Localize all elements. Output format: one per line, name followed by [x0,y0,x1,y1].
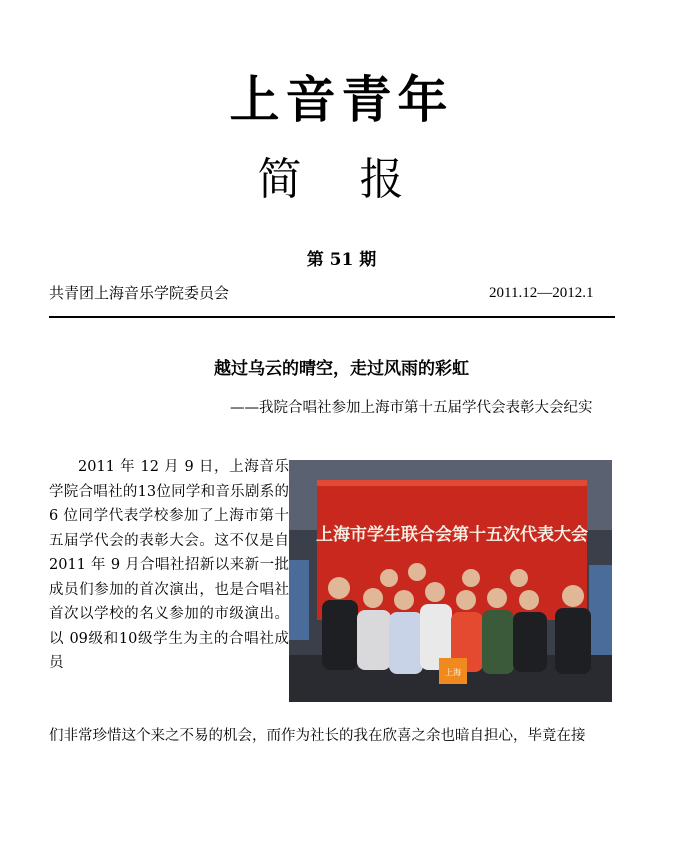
masthead-subtitle: 简 报 [257,154,426,205]
article-subhead: ——我院合唱社参加上海市第十五届学代会表彰大会纪实 [230,400,593,416]
photo-banner-text: 上海市学生联合会第十五次代表大会 [316,525,588,544]
article-body-continued: 们非常珍惜这个来之不易的机会，而作为社长的我在欣喜之余也暗自担心，毕竟在接 [49,728,586,744]
article-body: 2011 年 12 月 9 日，上海音乐学院合唱社的13位同学和音乐剧系的 6 位同学代表学校参加了上海市第十五届学代会的表彰大会。这不仅是自 2011 年 9 月合唱社招新以来新一批成员们参加的首次演出，也是合唱社首次以学校的名义参加的市级演出。以 09级和10级学生为主的合唱社成员 [49,459,289,671]
photo-bag-text: 上海 [445,668,461,677]
header-divider [49,316,615,318]
photo-banner-backdrop [317,480,587,620]
masthead-title: 上音青年 [229,70,454,129]
publisher-org: 共青团上海音乐学院委员会 [49,284,230,302]
issue-dates: 2011.12—2012.1 [489,285,594,301]
group-photo [289,460,612,702]
article-headline: 越过乌云的晴空，走过风雨的彩虹 [214,359,469,379]
issue-number: 第 51 期 [306,250,377,270]
